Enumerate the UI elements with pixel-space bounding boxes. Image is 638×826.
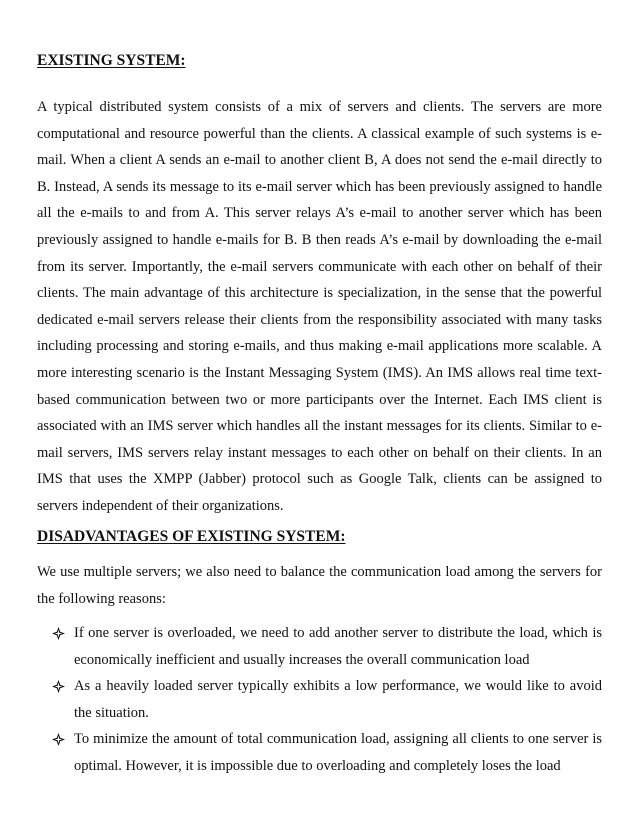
list-item: [37, 726, 602, 779]
four-diamond-bullet-icon: [52, 680, 65, 693]
existing-system-paragraph: A typical distributed system consists of a mix of servers and clients. The servers are more computational and resource powerful than the clients. A classical example of such systems is e-mail. When a client A sends an e-mail to another client B, A does not send the e-mail directly to B. Instead, A sends its message to its e-mail server which has been previously assigned to handle all the e-mails to and from A. This server relays A’s e-mail to another server which has been previously assigned to handle e-mails for B. B then reads A’s e-mail by downloading the e-mail from its server. Importantly, the e-mail servers communicate with each other on behalf of their clients. The main advantage of this architecture is specialization, in the sense that the powerful dedicated e-mail servers release their clients from the responsibility associated with many tasks including processing and storing e-mails, and thus making e-mail applications more scalable. A more interesting scenario is the Instant Messaging System (IMS). An IMS allows real time text-based communication between two or more participants over the Internet. Each IMS client is associated with an IMS server which handles all the instant messages for its clients. Similar to e-mail servers, IMS servers relay instant messages to each other on behalf on their clients. In an IMS that uses the XMPP (Jabber) protocol such as Google Talk, clients can be assigned to servers independent of their organizations.: [37, 99, 602, 514]
four-diamond-bullet-icon: [52, 627, 65, 640]
list-item: [37, 620, 602, 673]
four-diamond-bullet-icon: [52, 733, 65, 746]
bullet-text: To minimize the amount of total communication load, assigning all clients to one server is optimal. However, it is impossible due to overloading and completely loses the load: [74, 731, 602, 774]
disadvantages-heading: DISADVANTAGES OF EXISTING SYSTEM:: [37, 528, 346, 545]
disadvantages-intro: We use multiple servers; we also need to balance the communication load among the servers for the following reasons:: [37, 564, 602, 607]
bullet-text: As a heavily loaded server typically exhibits a low performance, we would like to avoid the situation.: [74, 678, 602, 721]
existing-system-heading: EXISTING SYSTEM:: [37, 52, 186, 69]
bullet-text: If one server is overloaded, we need to add another server to distribute the load, which is economically inefficient and usually increases the overall communication load: [74, 625, 602, 668]
disadvantages-list: [37, 620, 602, 780]
list-item: [37, 673, 602, 726]
